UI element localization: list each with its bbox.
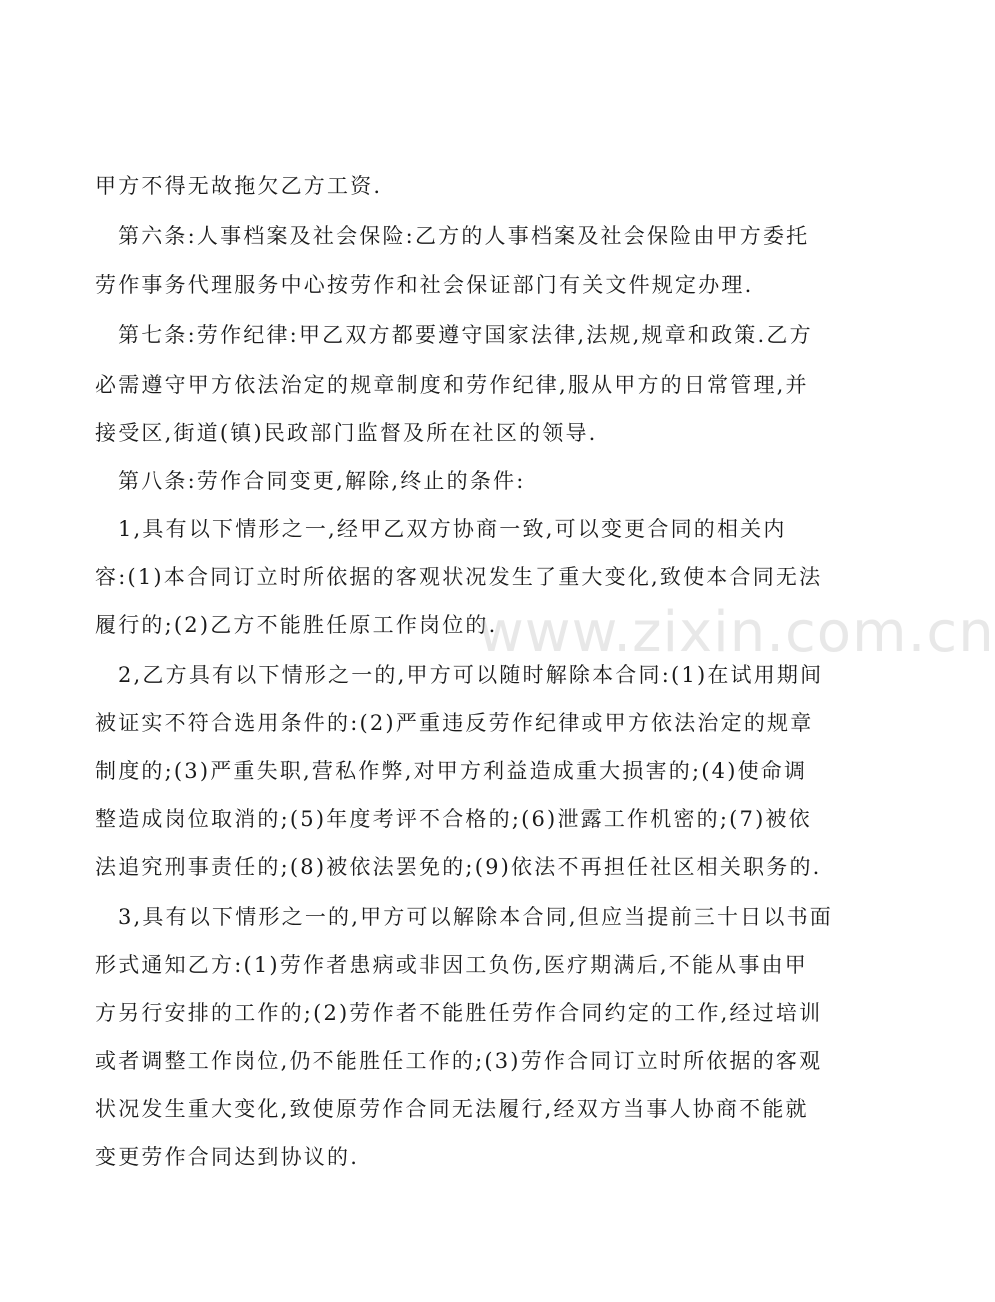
text-line: 劳作事务代理服务中心按劳作和社会保证部门有关文件规定办理.	[95, 273, 754, 297]
paragraph-heading-article-8: 第八条:劳作合同变更,解除,终止的条件:	[118, 469, 526, 493]
text-line: 甲方不得无故拖欠乙方工资.	[95, 174, 383, 198]
text-line: 状况发生重大变化,致使原劳作合同无法履行,经双方当事人协商不能就	[95, 1097, 809, 1121]
text-line: 容:(1)本合同订立时所依据的客观状况发生了重大变化,致使本合同无法	[95, 565, 823, 589]
watermark: www.zixin.com.cn	[478, 600, 995, 665]
text-line: 变更劳作合同达到协议的.	[95, 1145, 360, 1169]
clause-3-start: 3,具有以下情形之一的,甲方可以解除本合同,但应当提前三十日以书面	[118, 905, 833, 929]
text-line: 必需遵守甲方依法治定的规章制度和劳作纪律,服从甲方的日常管理,并	[95, 373, 809, 397]
clause-2-start: 2,乙方具有以下情形之一的,甲方可以随时解除本合同:(1)在试用期间	[118, 663, 824, 687]
text-line: 制度的;(3)严重失职,营私作弊,对甲方利益造成重大损害的;(4)使命调	[95, 759, 808, 783]
text-line: 方另行安排的工作的;(2)劳作者不能胜任劳作合同约定的工作,经过培训	[95, 1001, 823, 1025]
text-line: 形式通知乙方:(1)劳作者患病或非因工负伤,医疗期满后,不能从事由甲	[95, 953, 808, 977]
text-line: 整造成岗位取消的;(5)年度考评不合格的;(6)泄露工作机密的;(7)被依	[95, 807, 812, 831]
paragraph-heading-article-7: 第七条:劳作纪律:甲乙双方都要遵守国家法律,法规,规章和政策.乙方	[118, 323, 813, 347]
text-line: 或者调整工作岗位,仍不能胜任工作的;(3)劳作合同订立时所依据的客观	[95, 1049, 823, 1073]
paragraph-heading-article-6: 第六条:人事档案及社会保险:乙方的人事档案及社会保险由甲方委托	[118, 224, 810, 248]
text-line: 法追究刑事责任的;(8)被依法罢免的;(9)依法不再担任社区相关职务的.	[95, 855, 822, 879]
text-line: 被证实不符合选用条件的:(2)严重违反劳作纪律或甲方依法治定的规章	[95, 711, 814, 735]
text-line: 履行的;(2)乙方不能胜任原工作岗位的.	[95, 613, 498, 637]
clause-1-start: 1,具有以下情形之一,经甲乙双方协商一致,可以变更合同的相关内	[118, 517, 787, 541]
text-line: 接受区,街道(镇)民政部门监督及所在社区的领导.	[95, 421, 598, 445]
